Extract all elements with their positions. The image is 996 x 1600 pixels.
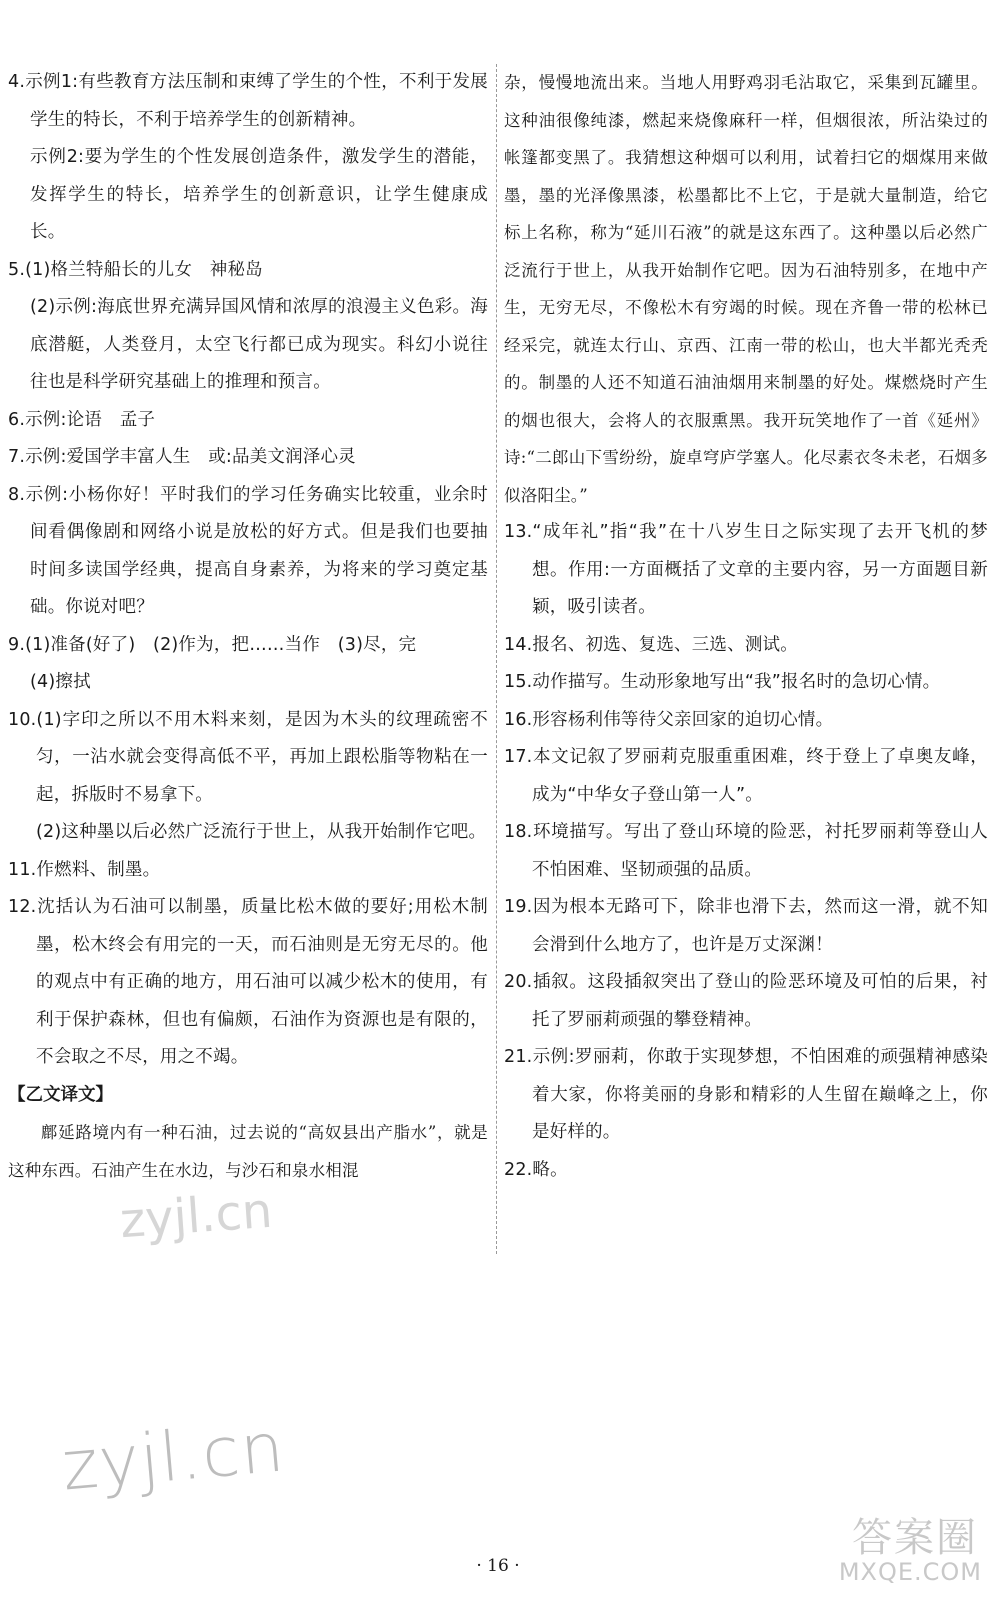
right-column	[504, 64, 988, 1189]
answer-13: 13.“成年礼”指“我”在十八岁生日之际实现了去开飞机的梦想。作用:一方面概括了文章的主要内容，另一方面题目新颖，吸引读者。	[504, 522, 988, 617]
left-column	[8, 64, 488, 1189]
translation-continued: 杂，慢慢地流出来。当地人用野鸡羽毛沾取它，采集到瓦罐里。这种油很像纯漆，燃起来烧像麻秆一样，但烟很浓，所沾染过的帐篷都变黑了。我猜想这种烟可以利用，试着扫它的烟煤用来做墨，墨的光泽像黑漆，松墨都比不上它，于是就大量制造，给它标上名称，称为“延川石液”的就是这东西了。这种墨以后必然广泛流行于世上，从我开始制作它吧。因为石油特别多，在地中产生，无穷无尽，不像松木有穷竭的时候。现在齐鲁一带的松林已经采完，就连太行山、京西、江南一带的松山，也大半都光秃秃的。制墨的人还不知道石油油烟用来制墨的好处。煤燃烧时产生的烟也很大，会将人的衣服熏黑。我开玩笑地作了一首《延州》诗:“二郎山下雪纷纷，旋卓穹庐学塞人。化尽素衣冬未老，石烟多似洛阳尘。”	[504, 73, 988, 505]
answer-8: 8.示例:小杨你好！平时我们的学习任务确实比较重，业余时间看偶像剧和网络小说是放松的好方式。但是我们也要抽时间多读国学经典，提高自身素养，为将来的学习奠定基础。你说对吧？	[8, 484, 488, 617]
answer-9-line-2: (4)擦拭	[30, 672, 91, 692]
answer-17: 17.本文记叙了罗丽莉克服重重困难，终于登上了卓奥友峰，成为“中华女子登山第一人”。	[504, 747, 988, 805]
answer-5-part-2: (2)示例:海底世界充满异国风情和浓厚的浪漫主义色彩。海底潜艇，人类登月，太空飞行都已成为现实。科幻小说往往也是科学研究基础上的推理和预言。	[30, 297, 488, 392]
section-title-translation: 【乙文译文】	[8, 1084, 113, 1105]
watermark-logo: zyjl.cn	[58, 1408, 288, 1507]
column-divider	[496, 64, 497, 1254]
answer-4-example-2: 示例2:要为学生的个性发展创造条件，激发学生的潜能，发挥学生的特长，培养学生的创新意识，让学生健康成长。	[30, 147, 488, 242]
answer-9-line-1: 9.(1)准备(好了) (2)作为，把……当作 (3)尽，完	[8, 634, 417, 655]
answer-4-example-1: 4.示例1:有些教育方法压制和束缚了学生的个性，不利于发展学生的特长，不利于培养学生的创新精神。	[8, 72, 488, 130]
answer-7: 7.示例:爱国学丰富人生 或:品美文润泽心灵	[8, 447, 356, 467]
answer-18: 18.环境描写。写出了登山环境的险恶，衬托罗丽莉等登山人不怕困难、坚韧顽强的品质。	[504, 822, 988, 880]
answer-20: 20.插叙。这段插叙突出了登山的险恶环境及可怕的后果，衬托了罗丽莉顽强的攀登精神。	[504, 972, 988, 1030]
answer-10-part-1: 10.(1)字印之所以不用木料来刻，是因为木头的纹理疏密不匀，一沾水就会变得高低不平，再加上跟松脂等物粘在一起，拆版时不易拿下。	[8, 709, 488, 805]
answer-10-part-2: (2)这种墨以后必然广泛流行于世上，从我开始制作它吧。	[36, 822, 487, 842]
corner-logo-en: MXQE.COM	[838, 1558, 982, 1586]
corner-logo-cn: 答案圈	[852, 1515, 978, 1561]
translation-start: 鄜延路境内有一种石油，过去说的“高奴县出产脂水”，就是这种东西。石油产生在水边，与沙石和泉水相混	[8, 1123, 488, 1180]
answer-19: 19.因为根本无路可下，除非也滑下去，然而这一滑，就不知会滑到什么地方了，也许是万丈深渊！	[504, 897, 988, 955]
answer-16: 16.形容杨利伟等待父亲回家的迫切心情。	[504, 709, 834, 730]
answer-11: 11.作燃料、制墨。	[8, 859, 161, 880]
answer-22: 22.略。	[504, 1159, 568, 1180]
answer-21: 21.示例:罗丽莉，你敢于实现梦想，不怕困难的顽强精神感染着大家，你将美丽的身影和精彩的人生留在巅峰之上，你是好样的。	[504, 1047, 988, 1142]
page-number: · 16 ·	[476, 1556, 520, 1576]
answer-5-part-1: 5.(1)格兰特船长的儿女 神秘岛	[8, 259, 263, 280]
answer-12: 12.沈括认为石油可以制墨，质量比松木做的要好;用松木制墨，松木终会有用完的一天，而石油则是无穷无尽的。他的观点中有正确的地方，用石油可以减少松木的使用，有利于保护森林，但也有偏颇，石油作为资源也是有限的，不会取之不尽，用之不竭。	[8, 897, 488, 1067]
answer-15: 15.动作描写。生动形象地写出“我”报名时的急切心情。	[504, 672, 941, 692]
answer-6: 6.示例:论语 孟子	[8, 409, 156, 430]
answer-14: 14.报名、初选、复选、三选、测试。	[504, 634, 798, 655]
watermark-overlay: zyjl.cn	[118, 1182, 275, 1250]
